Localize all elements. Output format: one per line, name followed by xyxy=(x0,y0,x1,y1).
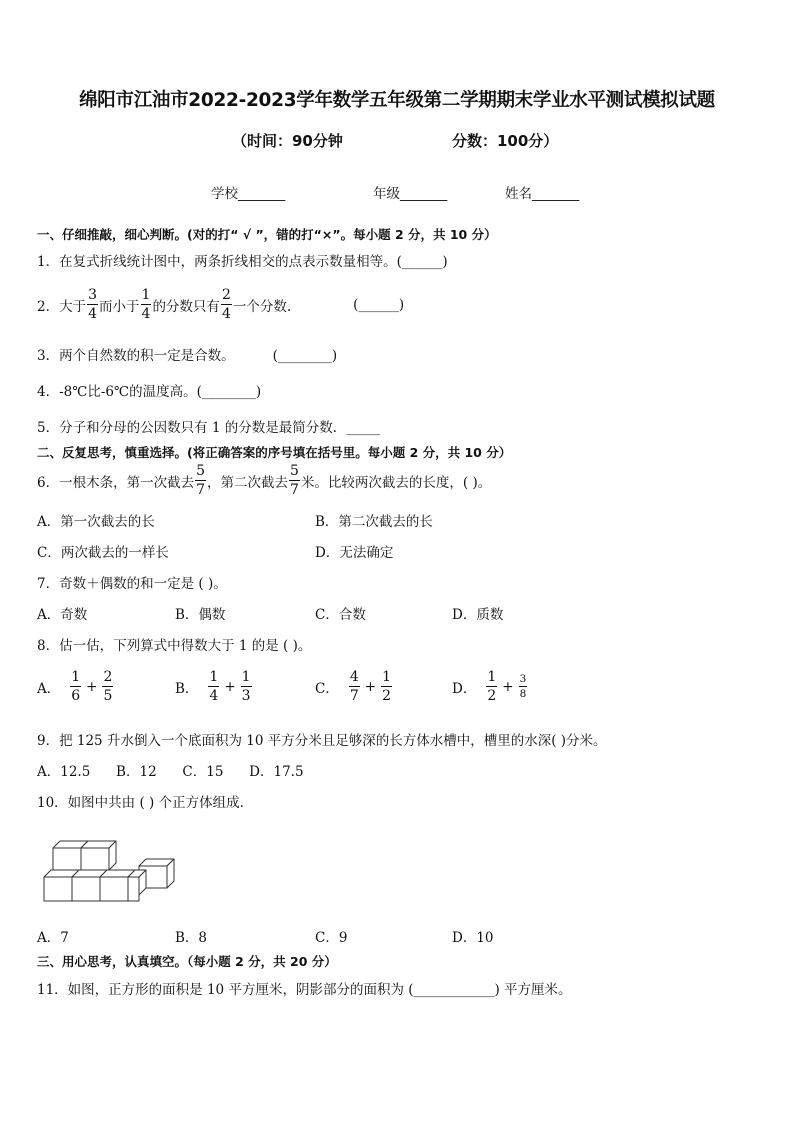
school-field: 学校_______ xyxy=(211,186,286,202)
q8-option-c: C． $\frac{4}{7}$ + $\frac{1}{2}$ xyxy=(315,669,391,704)
q7-option-d: D．质数 xyxy=(452,607,504,623)
q10-option-a: A．7 xyxy=(37,930,69,946)
exam-title: 绵阳市江油市2022-2023学年数学五年级第二学期期末学业水平测试模拟试题 xyxy=(79,90,715,111)
section-1-heading: 一、仔细推敲，细心判断。(对的打“ √ ”，错的打“×”。每小题 2 分，共 10 分） xyxy=(37,227,497,242)
fraction: $\frac{1}{4}$ xyxy=(209,669,219,704)
q2-text-1: 2．大于 xyxy=(37,298,87,315)
q6-option-b: B．第二次截去的长 xyxy=(315,514,433,530)
fraction: $\frac{1}{3}$ xyxy=(241,669,251,704)
fraction: $\frac{1}{2}$ xyxy=(487,669,497,704)
fraction: $\frac{2}{5}$ xyxy=(103,669,113,704)
q8-option-a: A． $\frac{1}{6}$ + $\frac{2}{5}$ xyxy=(37,669,113,704)
q3-blank: (________) xyxy=(272,348,338,364)
q9-options: A．12.5 B．12 C．15 D．17.5 xyxy=(37,764,304,780)
fraction: $\frac{5}{7}$ xyxy=(290,463,299,498)
name-field: 姓名_______ xyxy=(505,186,580,202)
q7-option-c: C．合数 xyxy=(315,607,366,623)
cube-figure xyxy=(40,828,190,908)
section-3-heading: 三、用心思考，认真填空。（每小题 2 分，共 20 分） xyxy=(37,954,337,969)
question-9: 9．把 125 升水倒入一个底面积为 10 平方分米且足够深的长方体水槽中，槽里的水深( )分米。 xyxy=(37,733,607,749)
q7-option-a: A．奇数 xyxy=(37,607,88,623)
grade-field: 年级_______ xyxy=(373,186,448,202)
section-2-heading: 二、反复思考，慎重选择。(将正确答案的序号填在括号里。每小题 2 分，共 10 分） xyxy=(37,445,512,460)
fraction: $\frac{1}{4}$ xyxy=(141,287,151,322)
fraction: $\frac{3}{4}$ xyxy=(88,287,98,322)
exam-time: （时间：90分钟 xyxy=(232,132,343,150)
fraction: $\frac{5}{7}$ xyxy=(196,463,206,498)
q2-text-2: 而小于 xyxy=(99,298,140,315)
exam-score: 分数：100分） xyxy=(452,132,559,150)
q10-option-b: B．8 xyxy=(175,930,208,946)
question-2 xyxy=(37,288,404,321)
q10-option-c: C．9 xyxy=(315,930,348,946)
fraction: $\frac{3}{8}$ xyxy=(519,672,527,700)
q6-option-c: C．两次截去的一样长 xyxy=(37,545,169,561)
fraction: $\frac{2}{4}$ xyxy=(221,287,231,322)
question-3: 3．两个自然数的积一定是合数。 (________) xyxy=(37,348,338,364)
fraction: $\frac{1}{6}$ xyxy=(71,669,81,704)
q2-text-4: 一个分数. xyxy=(232,298,292,315)
question-8: 8．估一估，下列算式中得数大于 1 的是 ( )。 xyxy=(37,638,312,654)
question-11: 11．如图，正方形的面积是 10 平方厘米，阴影部分的面积为 (____________) 平方厘米。 xyxy=(37,982,572,998)
question-7: 7．奇数＋偶数的和一定是 ( )。 xyxy=(37,576,227,592)
q8-option-d: D． $\frac{1}{2}$ + $\frac{3}{8}$ xyxy=(452,669,527,704)
cube xyxy=(128,870,146,901)
q7-option-b: B．偶数 xyxy=(175,607,226,623)
fraction: $\frac{1}{2}$ xyxy=(382,669,391,704)
question-1: 1．在复式折线统计图中，两条折线相交的点表示数量相等。(______) xyxy=(37,254,448,270)
q2-text-3: 的分数只有 xyxy=(152,298,220,315)
q6-option-a: A．第一次截去的长 xyxy=(37,514,155,530)
question-10: 10．如图中共由 ( ) 个正方体组成. xyxy=(37,795,244,811)
fraction: $\frac{4}{7}$ xyxy=(349,669,359,704)
question-4: 4．-8℃比-6℃的温度高。(________) xyxy=(37,384,262,400)
q2-blank: (______) xyxy=(353,296,405,313)
q10-option-d: D．10 xyxy=(452,930,494,946)
cube xyxy=(81,841,116,870)
question-5: 5．分子和分母的公因数只有 1 的分数是最简分数．_____ xyxy=(37,420,381,436)
question-6: 6．一根木条，第一次截去 $\frac{5}{7}$ ，第二次截去 $\frac{5}{7}$ 米。比较两次截去的长度，( )。 xyxy=(37,463,492,498)
q6-option-d: D．无法确定 xyxy=(315,545,394,561)
q8-option-b: B． $\frac{1}{4}$ + $\frac{1}{3}$ xyxy=(175,669,251,704)
